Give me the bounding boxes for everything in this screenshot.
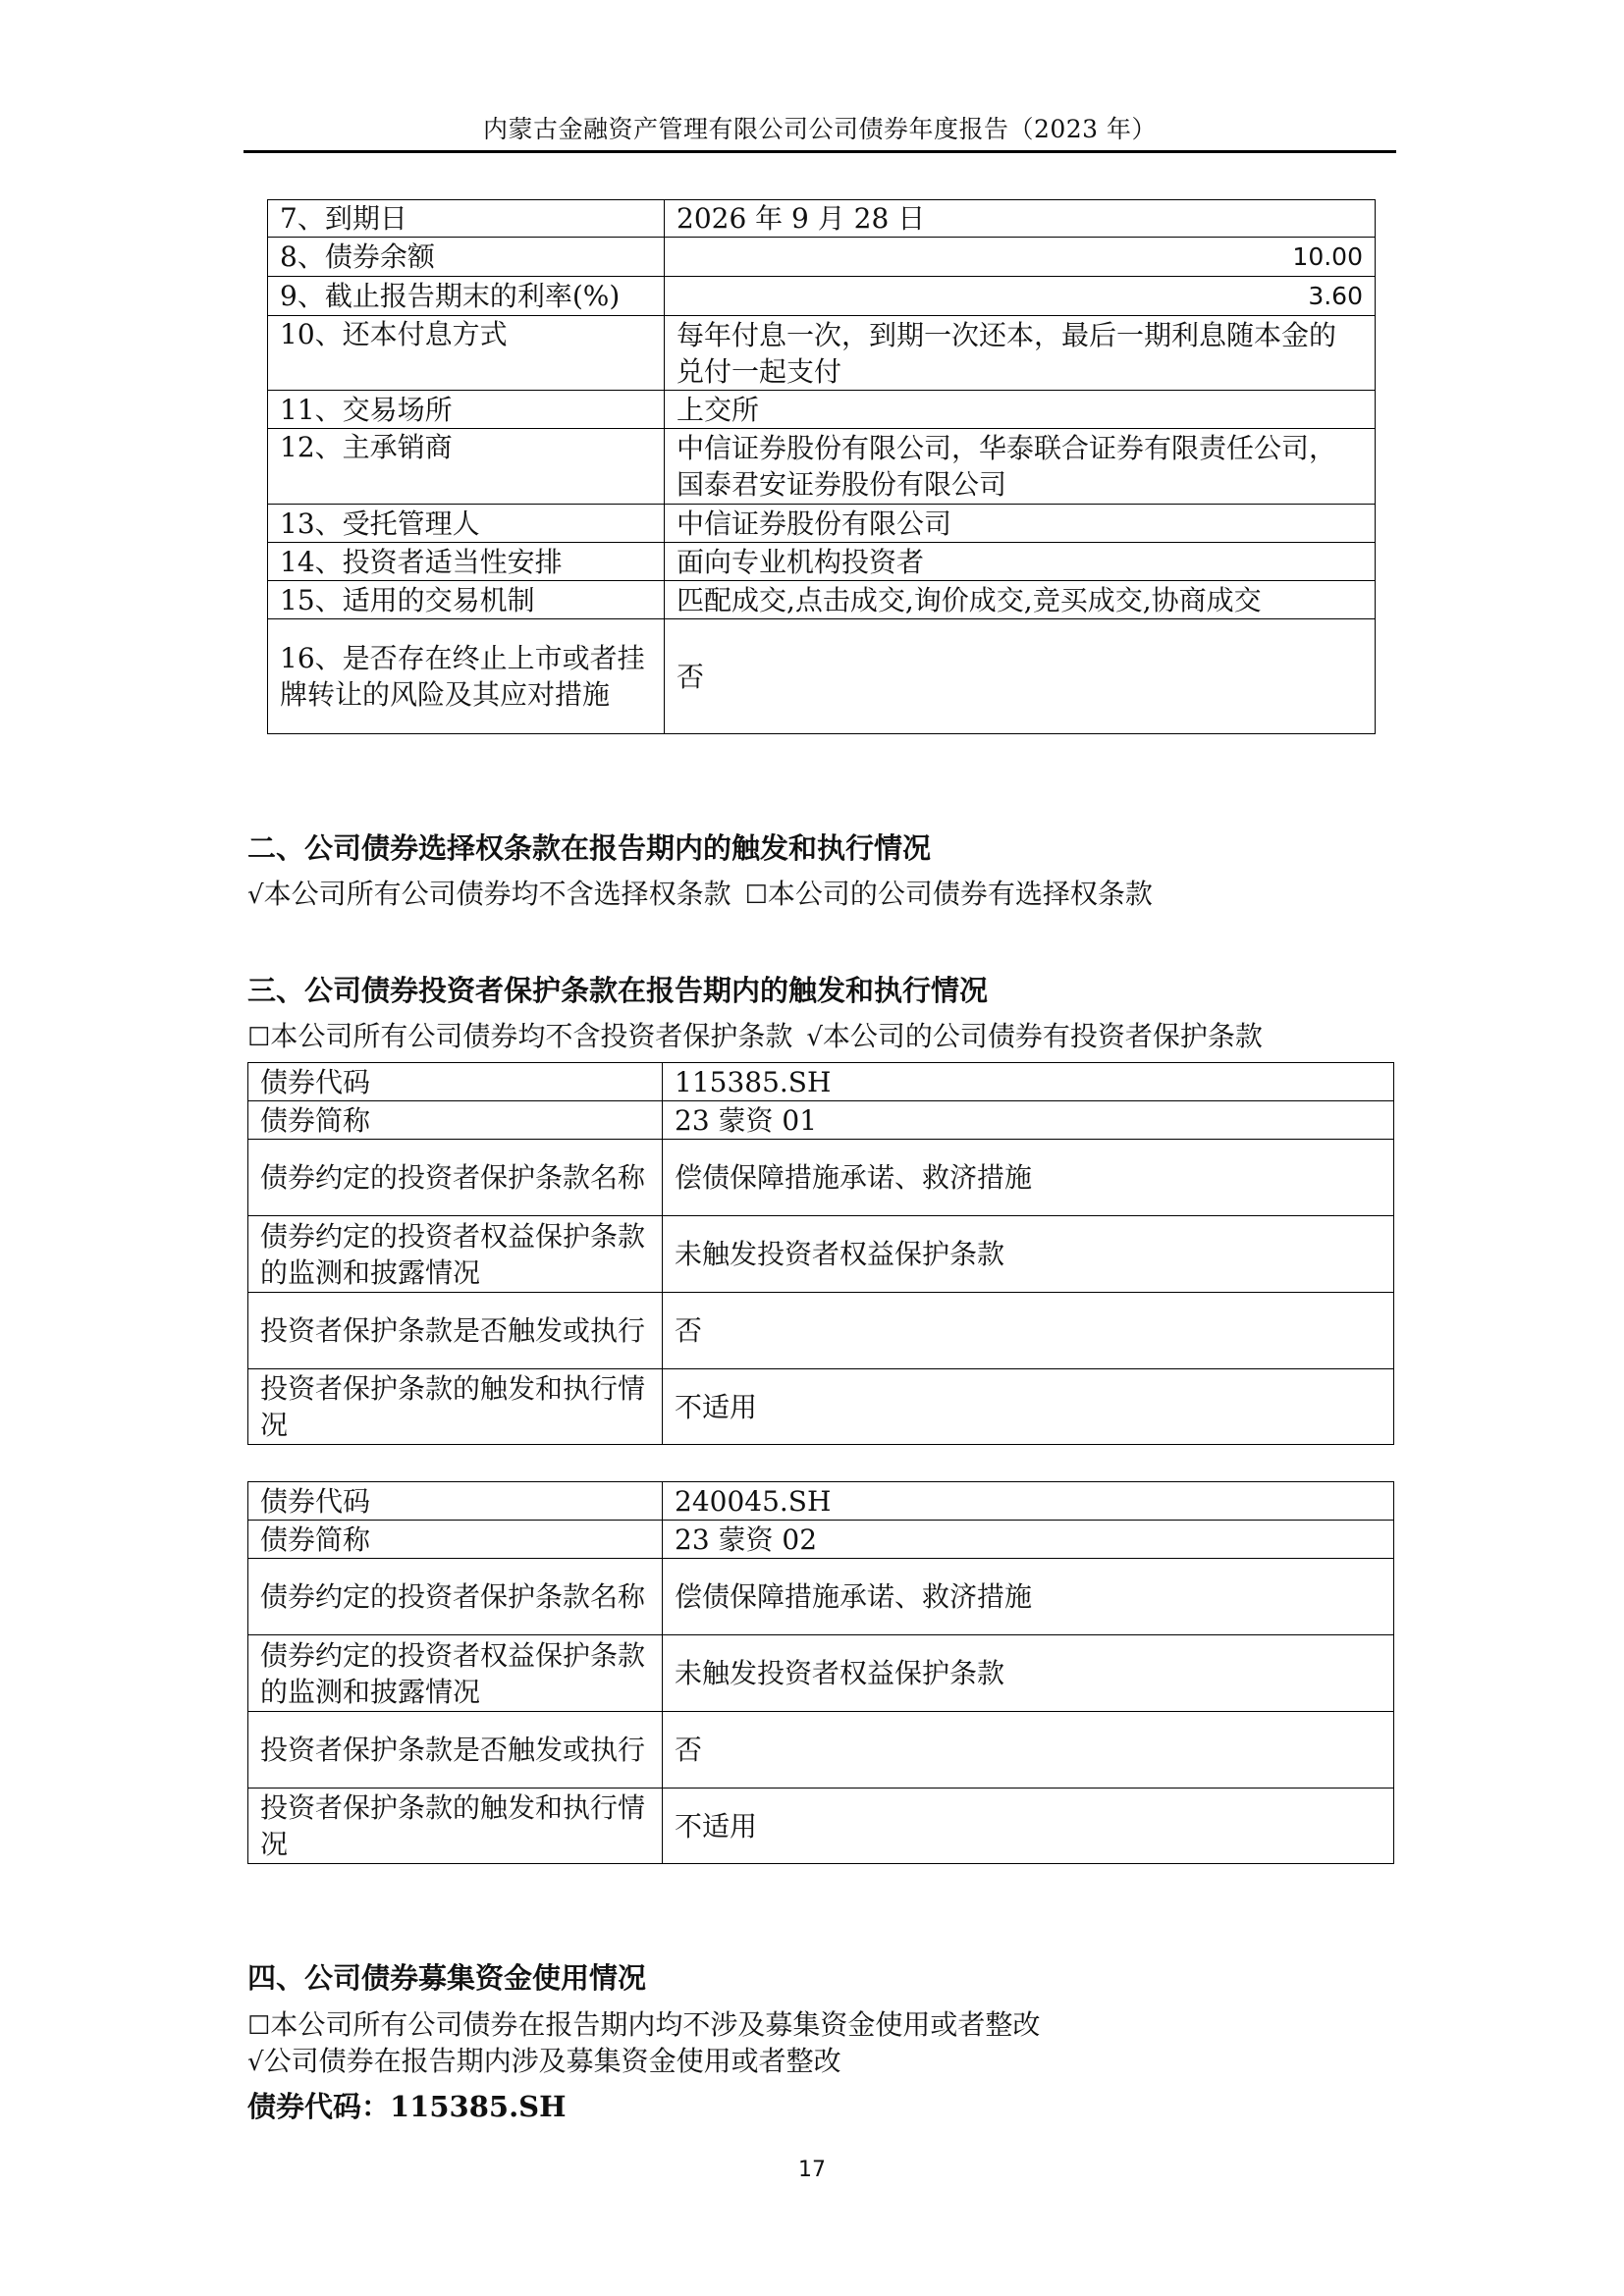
row-label: 债券简称	[248, 1101, 663, 1140]
investor-protection-table-2	[247, 1481, 1394, 1864]
row-value: 面向专业机构投资者	[665, 543, 1376, 581]
option-text: 本公司的公司债券有投资者保护条款	[822, 1020, 1263, 1052]
row-value: 不适用	[663, 1789, 1394, 1864]
table-row	[248, 1521, 1394, 1559]
row-label: 债券代码	[248, 1482, 663, 1521]
table-row	[248, 1789, 1394, 1864]
table-row	[268, 391, 1376, 429]
row-label: 投资者保护条款是否触发或执行	[248, 1712, 663, 1789]
option-text: 本公司所有公司债券在报告期内均不涉及募集资金使用或者整改	[270, 2008, 1041, 2041]
row-value: 未触发投资者权益保护条款	[663, 1635, 1394, 1712]
investor-protection-table-1	[247, 1062, 1394, 1445]
row-label: 12、主承销商	[268, 429, 665, 505]
table-row	[248, 1293, 1394, 1369]
row-label: 债券约定的投资者保护条款名称	[248, 1140, 663, 1216]
row-value: 3.60	[665, 277, 1376, 316]
row-value: 未触发投资者权益保护条款	[663, 1216, 1394, 1293]
table-row	[268, 200, 1376, 238]
row-label: 7、到期日	[268, 200, 665, 238]
bond-code-label: 债券代码：115385.SH	[247, 2090, 567, 2123]
table-row	[248, 1712, 1394, 1789]
option-text: 本公司的公司债券有选择权条款	[767, 878, 1153, 910]
table-row	[248, 1559, 1394, 1635]
row-value: 240045.SH	[663, 1482, 1394, 1521]
table-row	[248, 1635, 1394, 1712]
row-value: 中信证券股份有限公司	[665, 505, 1376, 543]
table-row	[248, 1369, 1394, 1445]
row-value: 偿债保障措施承诺、救济措施	[663, 1559, 1394, 1635]
table-row	[248, 1216, 1394, 1293]
section2-title: 二、公司债券选择权条款在报告期内的触发和执行情况	[247, 831, 932, 865]
row-value: 23 蒙资 02	[663, 1521, 1394, 1559]
row-label: 15、适用的交易机制	[268, 581, 665, 619]
row-value: 115385.SH	[663, 1063, 1394, 1101]
table-row	[248, 1101, 1394, 1140]
row-value: 每年付息一次，到期一次还本，最后一期利息随本金的兑付一起支付	[665, 316, 1376, 391]
row-label: 8、债券余额	[268, 238, 665, 277]
page-number: 17	[798, 2158, 826, 2182]
table-row	[248, 1063, 1394, 1101]
section4-option-b	[247, 2044, 841, 2080]
option-text: 本公司所有公司债券均不含选择权条款	[263, 878, 731, 910]
table-row	[268, 619, 1376, 734]
table-row	[268, 429, 1376, 505]
section3-title: 三、公司债券投资者保护条款在报告期内的触发和执行情况	[247, 974, 989, 1007]
checked-icon: √	[247, 881, 264, 910]
row-value: 否	[665, 619, 1376, 734]
table-row	[268, 581, 1376, 619]
unchecked-box-icon: ☐	[744, 881, 768, 910]
row-label: 债券代码	[248, 1063, 663, 1101]
section2-options	[247, 877, 1153, 913]
row-value: 偿债保障措施承诺、救济措施	[663, 1140, 1394, 1216]
row-value: 中信证券股份有限公司，华泰联合证券有限责任公司，国泰君安证券股份有限公司	[665, 429, 1376, 505]
table-row	[268, 277, 1376, 316]
row-label: 10、还本付息方式	[268, 316, 665, 391]
row-label: 投资者保护条款的触发和执行情况	[248, 1789, 663, 1864]
row-label: 16、是否存在终止上市或者挂牌转让的风险及其应对措施	[268, 619, 665, 734]
row-label: 债券约定的投资者保护条款名称	[248, 1559, 663, 1635]
bond-info-table	[267, 199, 1376, 734]
option-text: 公司债券在报告期内涉及募集资金使用或者整改	[263, 2045, 841, 2077]
row-value: 匹配成交,点击成交,询价成交,竞买成交,协商成交	[665, 581, 1376, 619]
row-value: 否	[663, 1293, 1394, 1369]
row-value: 2026 年 9 月 28 日	[665, 200, 1376, 238]
row-value: 不适用	[663, 1369, 1394, 1445]
table-row	[248, 1140, 1394, 1216]
row-label: 投资者保护条款是否触发或执行	[248, 1293, 663, 1369]
row-label: 9、截止报告期末的利率(%)	[268, 277, 665, 316]
option-text: 本公司所有公司债券均不含投资者保护条款	[270, 1020, 793, 1052]
table-row	[248, 1482, 1394, 1521]
checked-icon: √	[247, 2048, 264, 2077]
unchecked-box-icon: ☐	[247, 2011, 271, 2041]
row-label: 债券简称	[248, 1521, 663, 1559]
section4-title: 四、公司债券募集资金使用情况	[247, 1961, 647, 1995]
section4-option-a	[247, 2007, 1040, 2044]
row-value: 10.00	[665, 238, 1376, 277]
row-value: 23 蒙资 01	[663, 1101, 1394, 1140]
row-label: 11、交易场所	[268, 391, 665, 429]
row-value: 上交所	[665, 391, 1376, 429]
row-value: 否	[663, 1712, 1394, 1789]
table-row	[268, 316, 1376, 391]
section3-options	[247, 1019, 1263, 1055]
row-label: 债券约定的投资者权益保护条款的监测和披露情况	[248, 1216, 663, 1293]
row-label: 投资者保护条款的触发和执行情况	[248, 1369, 663, 1445]
row-label: 14、投资者适当性安排	[268, 543, 665, 581]
table-row	[268, 543, 1376, 581]
unchecked-box-icon: ☐	[247, 1023, 271, 1052]
page-header: 内蒙古金融资产管理有限公司公司债券年度报告（2023 年）	[482, 115, 1158, 143]
header-divider	[244, 150, 1396, 153]
table-row	[268, 505, 1376, 543]
checked-icon: √	[806, 1023, 823, 1052]
table-row	[268, 238, 1376, 277]
row-label: 13、受托管理人	[268, 505, 665, 543]
row-label: 债券约定的投资者权益保护条款的监测和披露情况	[248, 1635, 663, 1712]
